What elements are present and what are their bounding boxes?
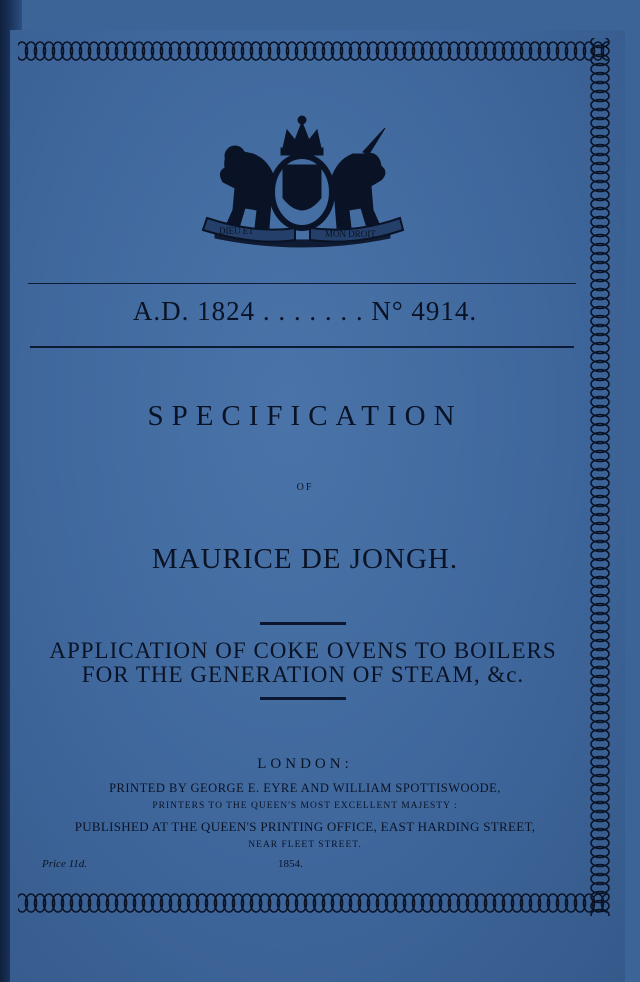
imprint-printers-to: PRINTERS TO THE QUEEN'S MOST EXCELLENT MAJESTY : [152, 801, 458, 811]
leader-dots: . . . . . . . [262, 296, 364, 326]
motto-left: DIEU ET [219, 226, 254, 236]
imprint-near: NEAR FLEET STREET. [248, 840, 362, 850]
publication-year: 1854. [278, 858, 303, 870]
date: A.D. 1824 [132, 296, 256, 326]
rule-below-subject [260, 697, 346, 700]
price: Price 11d. [42, 858, 88, 870]
rule-above-date [28, 283, 576, 284]
rule-below-date [30, 346, 574, 348]
chain-link [602, 894, 609, 912]
word-of: OF [296, 482, 314, 493]
patent-number: N° 4914. [371, 296, 478, 326]
chain-border-bottom [18, 890, 608, 916]
subject-line-2: FOR THE GENERATION OF STEAM, &c. [81, 662, 525, 687]
motto-right: MON DROIT [325, 229, 376, 239]
subject-line-1: APPLICATION OF COKE OVENS TO BOILERS [49, 638, 557, 663]
royal-coat-of-arms-icon [195, 110, 410, 250]
imprint-city: LONDON: [257, 756, 353, 772]
heading-specification: SPECIFICATION [147, 400, 463, 432]
imprint-printed-by: PRINTED BY GEORGE E. EYRE AND WILLIAM SPOTTISWOODE, [109, 781, 501, 795]
inventor-name: MAURICE DE JONGH. [151, 543, 459, 575]
chain-border-top [18, 38, 608, 64]
imprint-published-at: PUBLISHED AT THE QUEEN'S PRINTING OFFICE, EAST HARDING STREET, [74, 819, 536, 834]
rule-above-subject [260, 622, 346, 625]
date-and-number-line [0, 296, 610, 327]
